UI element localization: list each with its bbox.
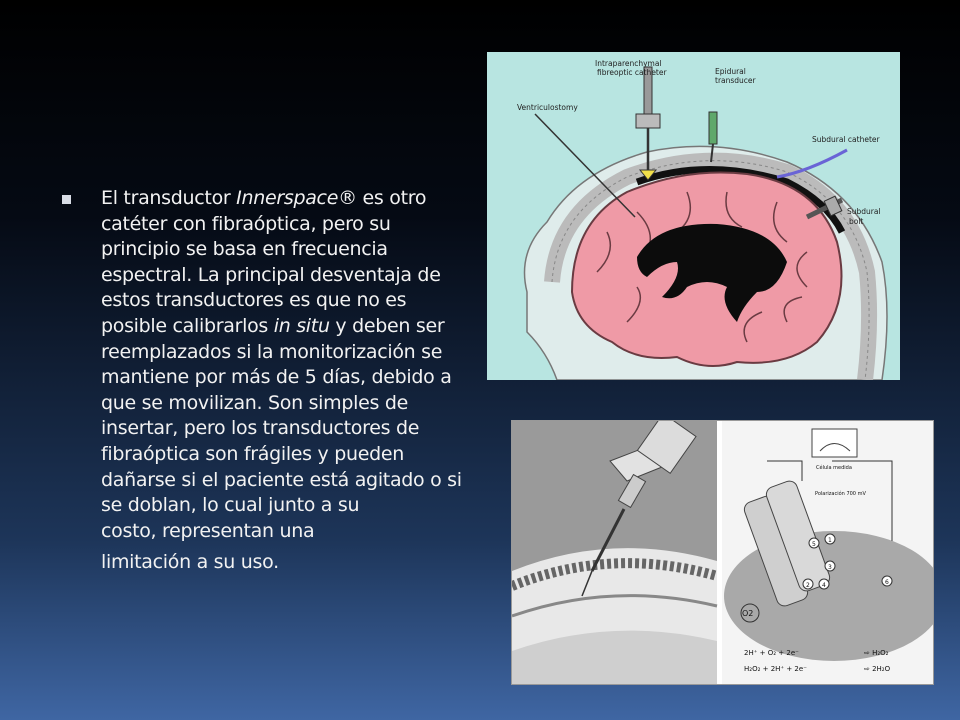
marker-1: 1	[828, 537, 832, 544]
equation-2-result: ⇨ 2H₂O	[864, 665, 891, 673]
paragraph-line-costo: costo, representan una	[101, 519, 315, 542]
marker-6: 6	[885, 579, 889, 586]
label-epidural: Epidural	[715, 67, 746, 76]
equation-1-result: ⇨ H₂O₂	[864, 649, 889, 657]
label-transducer: transducer	[715, 76, 756, 85]
label-ventriculostomy: Ventriculostomy	[517, 103, 578, 112]
bullet-marker	[62, 195, 71, 204]
oxygen-electrode-figure	[511, 420, 934, 685]
brain-monitoring-figure	[487, 52, 900, 380]
marker-4: 4	[822, 582, 826, 589]
marker-5: 5	[812, 541, 816, 548]
label-subdural: Subdural	[847, 207, 881, 216]
electrode-diagram-svg	[512, 421, 933, 684]
label-intraparenchymal: Intraparenchymal	[595, 59, 662, 68]
equation-1: 2H⁺ + O₂ + 2e⁻	[744, 649, 799, 657]
label-polarizacion: Polarización 700 mV	[815, 491, 866, 497]
equation-2: H₂O₂ + 2H⁺ + 2e⁻	[744, 665, 807, 673]
paragraph	[101, 186, 471, 576]
brain-diagram-svg	[487, 52, 900, 380]
marker-3: 3	[828, 564, 832, 571]
label-fibreoptic: fibreoptic catheter	[597, 68, 667, 77]
paragraph-italic-insitu: in situ	[273, 314, 330, 337]
o2-label: O2	[742, 609, 754, 618]
paragraph-text-a: El transductor	[101, 187, 237, 209]
paragraph-line-limitacion: limitación a su uso.	[101, 551, 279, 574]
label-subdural-catheter: Subdural catheter	[812, 135, 880, 144]
label-galvanometro: Célula medida	[816, 465, 852, 471]
paragraph-italic-brand: Innerspace	[236, 187, 339, 209]
label-bolt: bolt	[849, 217, 864, 226]
paragraph-text-b: ® es otro catéter con fibraóptica, pero su principio se basa en frecuencia espectral. La principal desventaja de estos transductores es que no es posible calibrarlos	[101, 187, 441, 337]
marker-2: 2	[806, 582, 810, 589]
paragraph-text-c: y deben ser reemplazados si la monitorización se mantiene por más de 5 días, debido a que se movilizan. Son simples de insertar, pero los transductores de fibraóptica son frágiles y pueden dañarse si el paciente está agitado o si se doblan, lo cual junto a su	[101, 314, 462, 517]
